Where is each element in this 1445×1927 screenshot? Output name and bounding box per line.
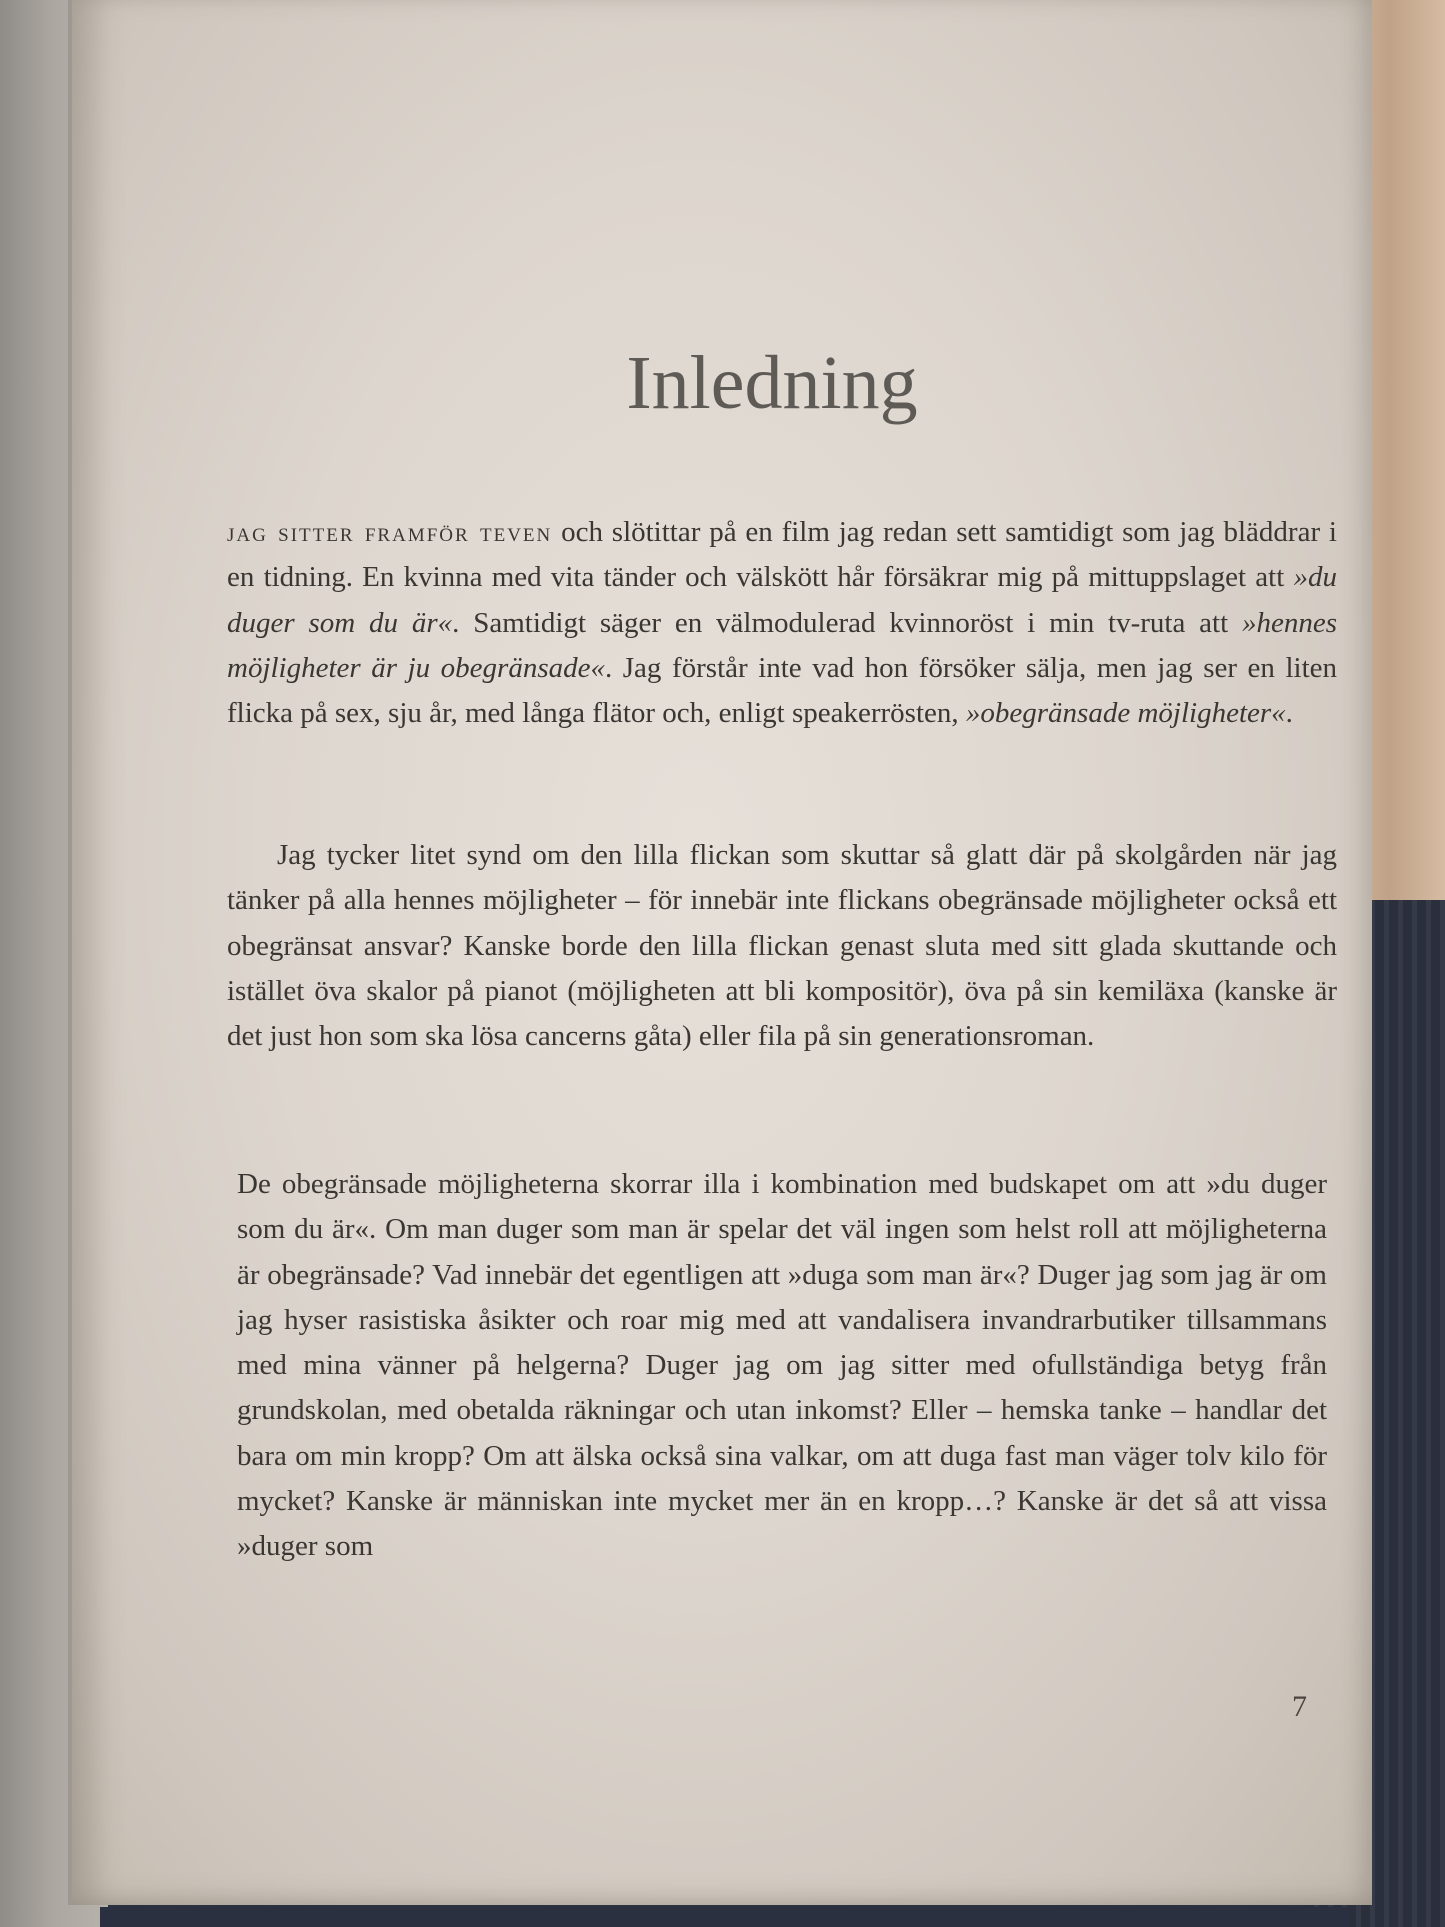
quote-mojligheter: »hennes möjligheter är ju obegränsade«	[227, 606, 1337, 684]
lead-in-smallcaps: jag sitter framför teven	[227, 517, 553, 547]
paragraph-3: De obegränsade möjligheterna skorrar illa i kombination med budskapet om att »du duger som du är«. Om man duger som man är spelar det väl ingen som helst roll att möjligheterna är obegränsade? Vad innebär det egentligen att »duga som man är«? Duger jag som jag är om jag hyser rasistiska åsikter och roar mig med att vandalisera invandrarbutiker tillsammans med mina vänner på helgerna? Duger jag om jag sitter med ofullständiga betyg från grundskolan, med obetalda räkningar och utan inkomst? Eller – hemska tanke – handlar det bara om min kropp? Om att älska också sina valkar, om att duga fast man väger tolv kilo för mycket? Kanske är människan inte mycket mer än en kropp…? Kanske är det så att vissa »duger som	[237, 1168, 1327, 1563]
paragraph-1-text-b: . Samtidigt säger en välmodulerad kvinnoröst i min tv-ruta att	[452, 606, 1242, 639]
quote-du-duger: »du duger som du är«	[227, 561, 1337, 639]
book-page	[68, 0, 1372, 1905]
page-number: 7	[1292, 1690, 1307, 1723]
quote-obegransade: »obegränsade möjligheter«	[965, 697, 1286, 730]
paragraph-2: Jag tycker litet synd om den lilla flickan som skuttar så glatt där på skolgården när jag tänker på alla hennes möjligheter – för innebär inte flickans obegränsade möjligheter också ett obegränsat ansvar? Kanske borde den lilla flickan genast sluta med sitt glada skuttande och istället öva skalor på pianot (möjligheten att bli kompositör), öva på sin kemiläxa (kanske är det just hon som ska lösa cancerns gåta) eller fila på sin generationsroman.	[227, 839, 1337, 1053]
chapter-title: Inledning	[626, 341, 918, 425]
bottom-background	[100, 1907, 1350, 1927]
paragraph-1-text-c: . Jag förstår inte vad hon försöker sälja, men jag ser en liten flicka på sex, sju år, med långa flätor och, enligt speakerrösten,	[227, 651, 1338, 730]
paragraph-1	[227, 510, 1337, 736]
paragraph-1-text-a: och slötittar på en film jag redan sett samtidigt som jag bläddrar i en tidning. En kvinna med vita tänder och välskött hår försäkrar mig på mittuppslaget att	[227, 516, 1337, 594]
paragraph-1-text-d: .	[1285, 697, 1293, 730]
